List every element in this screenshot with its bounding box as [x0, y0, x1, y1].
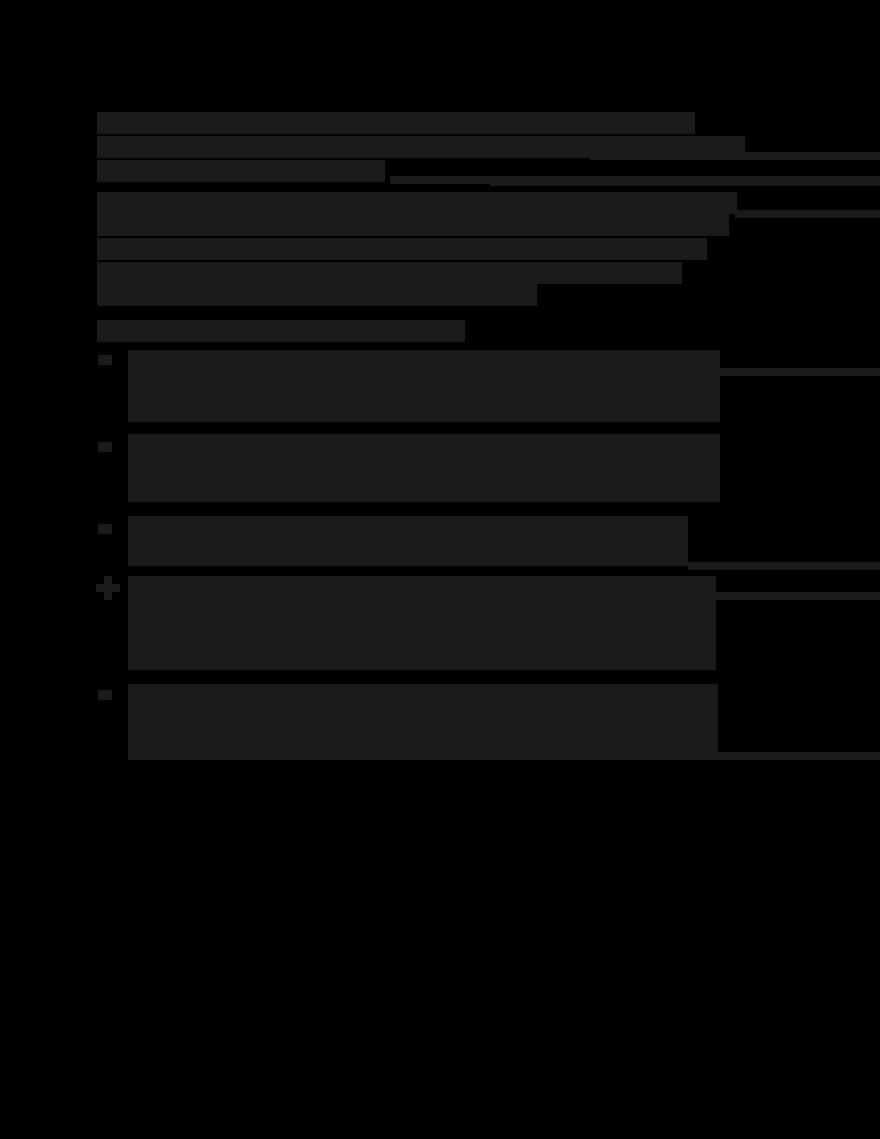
text-line — [97, 112, 695, 134]
text-line — [97, 262, 682, 284]
text-line — [97, 238, 707, 260]
list-item-text — [128, 576, 716, 670]
rule-line — [590, 152, 880, 160]
section-heading — [97, 320, 465, 342]
list-item-text — [128, 516, 688, 566]
text-line — [97, 214, 729, 236]
rule-line — [460, 752, 880, 760]
text-line — [97, 284, 537, 306]
bullet-square-icon — [98, 442, 112, 452]
bullet-square-icon — [98, 355, 112, 365]
list-item-text — [128, 350, 720, 422]
bullet-square-icon — [98, 690, 112, 700]
rule-line — [490, 178, 880, 186]
rule-line — [735, 210, 880, 218]
text-line — [97, 160, 385, 182]
list-item-text — [128, 434, 720, 502]
rule-line — [716, 592, 880, 600]
bullet-plus-icon — [96, 576, 120, 600]
list-item-text — [128, 684, 718, 760]
rule-line — [688, 562, 880, 570]
text-line — [97, 192, 737, 214]
bullet-square-icon — [98, 524, 112, 534]
rule-line — [720, 368, 880, 376]
